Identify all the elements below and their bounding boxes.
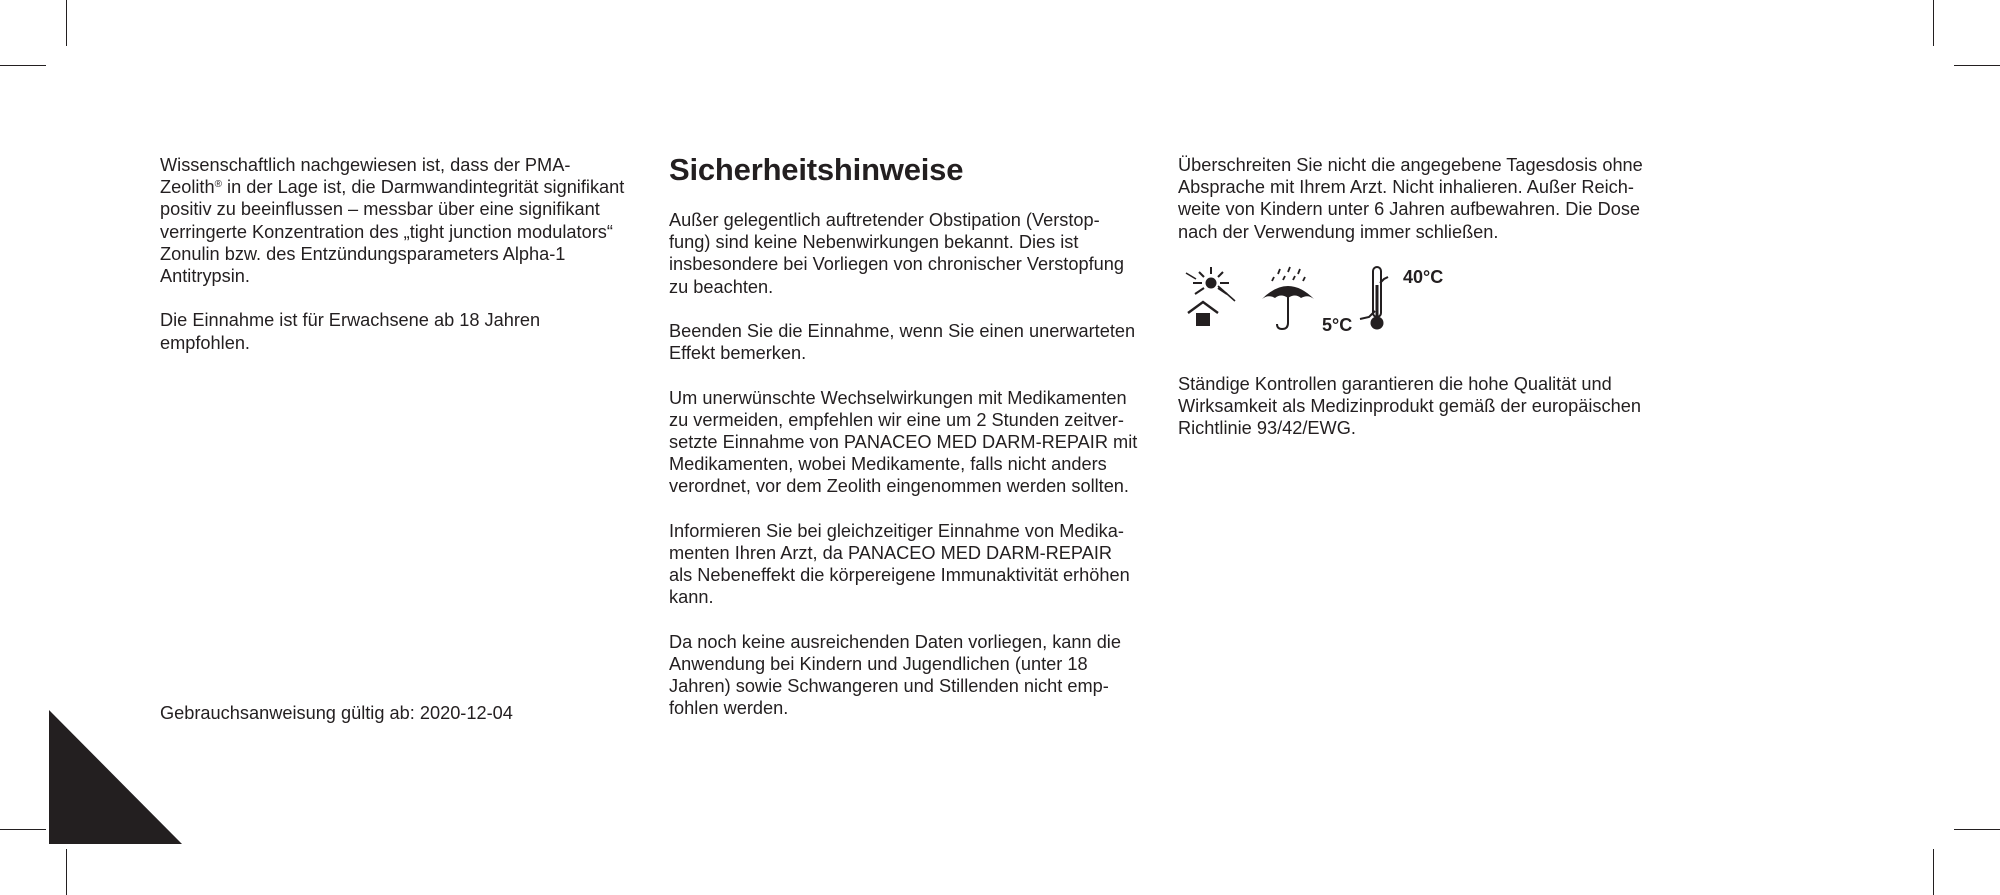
crop-mark-bottom-right-horizontal: [1954, 829, 2000, 830]
crop-mark-top-right-horizontal: [1954, 65, 2000, 66]
crop-mark-bottom-right-vertical: [1933, 849, 1934, 895]
crop-mark-bottom-left-horizontal: [0, 829, 46, 830]
intro-paragraph: Wissenschaftlich nachgewiesen ist, dass der PMA-Zeolith® in der Lage ist, die Darmwandintegrität signifikant positiv zu beeinflussen – messbar über eine signifikant verringerte Konzentration des „tight junction modulators“ Zonulin bzw. des Entzündungsparameters Alpha-1 Antitrypsin.: [160, 155, 625, 287]
storage-symbols: [1178, 265, 1648, 341]
crop-mark-top-right-vertical: [1933, 0, 1934, 46]
temp-max-label: 40°C: [1403, 267, 1444, 287]
keep-dry-icon: [1260, 265, 1316, 333]
column-intro: [160, 154, 630, 376]
crop-mark-top-left-horizontal: [0, 65, 46, 66]
safety-paragraph-stop-intake: Beenden Sie die Einnahme, wenn Sie einen unerwarteten Effekt bemerken.: [669, 321, 1136, 364]
safety-paragraph-children-pregnancy: Da noch keine ausreichenden Daten vorliegen, kann die Anwendung bei Kindern und Jugendlichen (unter 18 Jahren) sowie Schwangeren und Stillenden nicht emp-fohlen werden.: [669, 631, 1121, 719]
crop-mark-bottom-left-vertical: [66, 849, 67, 895]
quality-control-paragraph: Ständige Kontrollen garantieren die hohe Qualität und Wirksamkeit als Medizinprodukt gemäß der europäischen Richtlinie 93/42/EWG.: [1178, 374, 1641, 439]
validity-date-text: Gebrauchsanweisung gültig ab: 2020-12-04: [160, 703, 513, 723]
temp-min-label: 5°C: [1322, 315, 1353, 335]
column-storage: [1178, 154, 1648, 462]
crop-mark-top-left-vertical: [66, 0, 67, 46]
keep-away-from-sunlight-icon: [1178, 265, 1244, 331]
column-safety-notes: [669, 152, 1139, 742]
corner-triangle: [49, 710, 182, 844]
dosage-warning-paragraph: Überschreiten Sie nicht die angegebene Tagesdosis ohne Absprache mit Ihrem Arzt. Nicht inhalieren. Außer Reich-weite von Kindern unter 6 Jahren aufbewahren. Die Dose nach der Verwendung immer schließen.: [1178, 155, 1643, 242]
temperature-limit-icon: [1356, 265, 1402, 333]
safety-paragraph-inform-doctor: Informieren Sie bei gleichzeitiger Einnahme von Medika-menten Ihren Arzt, da PANACEO MED DARM-REPAIR als Nebeneffekt die körpereigene Immunaktivität erhöhen kann.: [669, 520, 1130, 608]
safety-heading: Sicherheitshinweise: [669, 152, 964, 187]
safety-paragraph-interactions: Um unerwünschte Wechselwirkungen mit Medikamenten zu vermeiden, empfehlen wir eine um 2 Stunden zeitver-setzte Einnahme von PANACEO MED DARM-REPAIR mit Medikamenten, wobei Medikamente, falls nicht anders verordnet, vor dem Zeolith eingenommen werden sollten.: [669, 387, 1138, 497]
age-recommendation-paragraph: Die Einnahme ist für Erwachsene ab 18 Jahren empfohlen.: [160, 310, 541, 353]
safety-paragraph-side-effects: Außer gelegentlich auftretender Obstipation (Verstop-fung) sind keine Nebenwirkungen bekannt. Dies ist insbesondere bei Vorliegen von chronischer Verstopfung zu beachten.: [669, 210, 1124, 297]
